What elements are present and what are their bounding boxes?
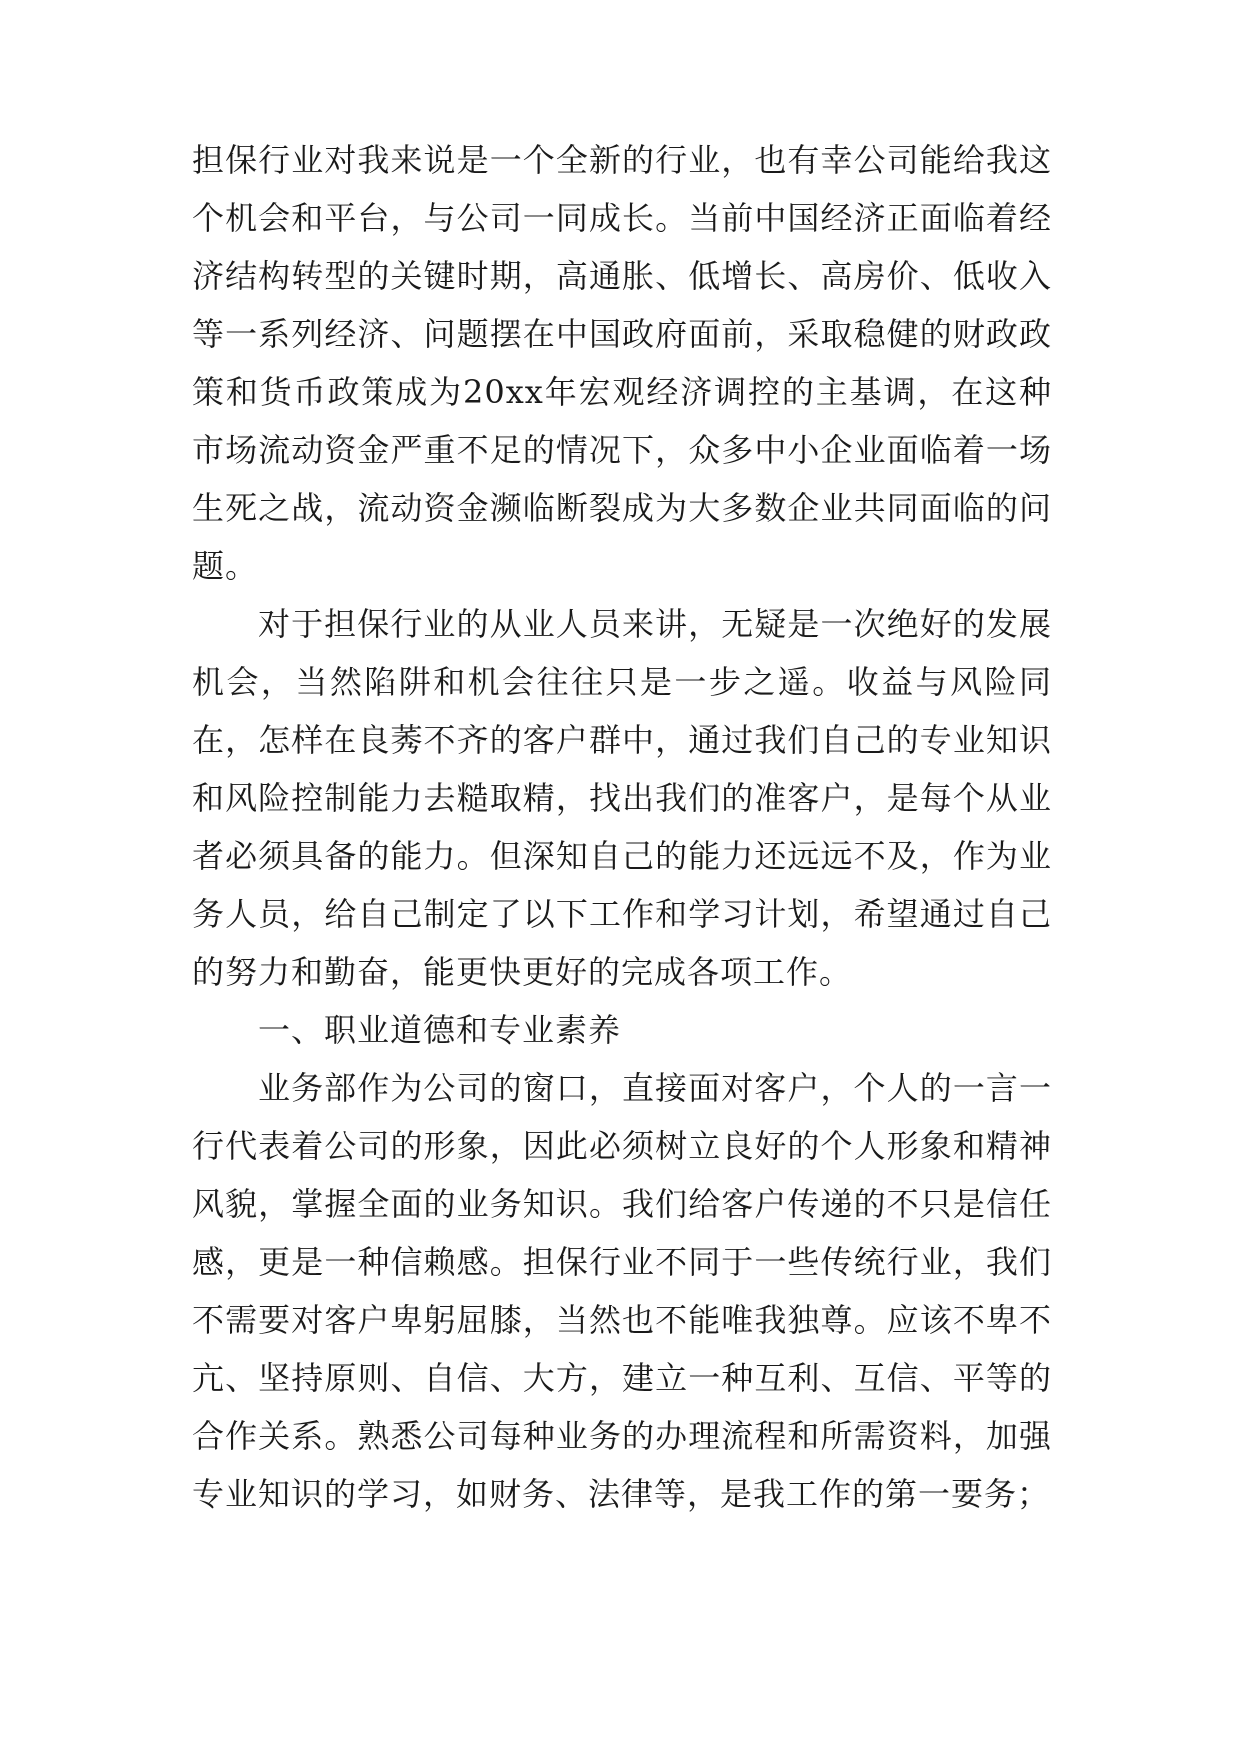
document-body bbox=[192, 131, 1052, 1523]
section-heading: 一、职业道德和专业素养 bbox=[258, 1011, 622, 1049]
paragraph-professional-ethics: 业务部作为公司的窗口，直接面对客户，个人的一言一行代表着公司的形象，因此必须树立良好的个人形象和精神风貌，掌握全面的业务知识。我们给客户传递的不只是信任感，更是一种信赖感。担保行业不同于一些传统行业，我们不需要对客户卑躬屈膝，当然也不能唯我独尊。应该不卑不亢、坚持原则、自信、大方，建立一种互利、互信、平等的合作关系。熟悉公司每种业务的办理流程和所需资料，加强专业知识的学习，如财务、法律等，是我工作的第一要务； bbox=[192, 1069, 1052, 1513]
paragraph-opportunity: 对于担保行业的从业人员来讲，无疑是一次绝好的发展机会，当然陷阱和机会往往只是一步之遥。收益与风险同在，怎样在良莠不齐的客户群中，通过我们自己的专业知识和风险控制能力去糙取精，找出我们的准客户，是每个从业者必须具备的能力。但深知自己的能力还远远不及，作为业务人员，给自己制定了以下工作和学习计划，希望通过自己的努力和勤奋，能更快更好的完成各项工作。 bbox=[192, 605, 1052, 991]
paragraph-intro: 担保行业对我来说是一个全新的行业，也有幸公司能给我这个机会和平台，与公司一同成长。当前中国经济正面临着经济结构转型的关键时期，高通胀、低增长、高房价、低收入等一系列经济、问题摆在中国政府面前，采取稳健的财政政策和货币政策成为20xx年宏观经济调控的主基调，在这种市场流动资金严重不足的情况下，众多中小企业面临着一场生死之战，流动资金濒临断裂成为大多数企业共同面临的问题。 bbox=[192, 141, 1052, 585]
